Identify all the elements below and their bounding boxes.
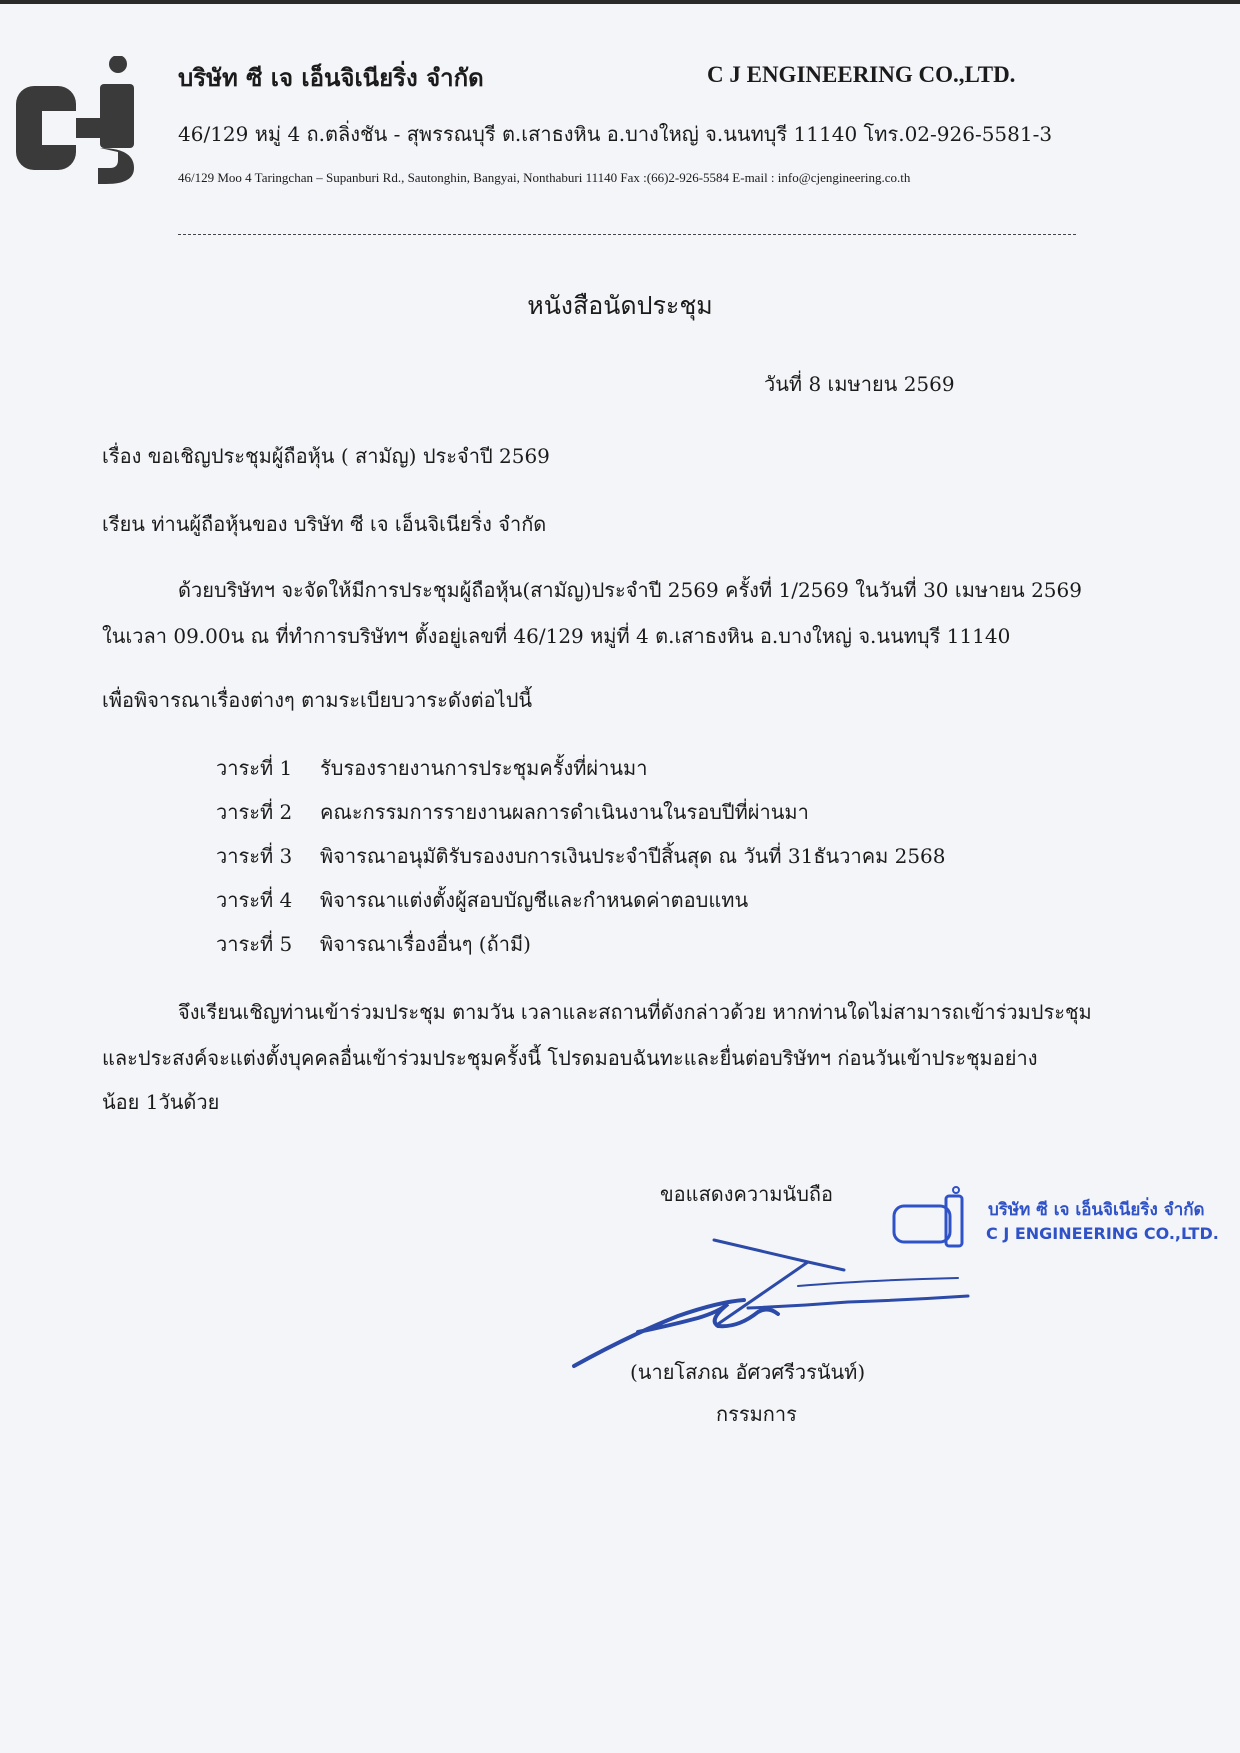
agenda-item (216, 840, 946, 872)
address-th: 46/129 หมู่ 4 ถ.ตลิ่งชัน - สุพรรณบุรี ต.เสาธงหิน อ.บางใหญ่ จ.นนทบุรี 11140 โทร.02-926-5581-3 (178, 122, 1053, 146)
company-name-en: C J ENGINEERING CO.,LTD. (707, 62, 1016, 87)
agenda-number: วาระที่ 3 (216, 844, 293, 868)
paragraph-2-line-3: น้อย 1วันด้วย (102, 1090, 220, 1114)
company-name-th: บริษัท ซี เจ เอ็นจิเนียริ่ง จำกัด (178, 63, 484, 92)
paragraph-2-line-1: จึงเรียนเชิญท่านเข้าร่วมประชุม ตามวัน เวลาและสถานที่ดังกล่าวด้วย หากท่านใดไม่สามารถเข้าร่วมประชุม (178, 1000, 1092, 1024)
agenda-text: พิจารณาแต่งตั้งผู้สอบบัญชีและกำหนดค่าตอบแทน (320, 888, 749, 912)
agenda-number: วาระที่ 1 (216, 756, 293, 780)
document-title: หนังสือนัดประชุม (527, 291, 713, 320)
agenda-text: พิจารณาเรื่องอื่นๆ (ถ้ามี) (320, 932, 531, 956)
closing-text: ขอแสดงความนับถือ (660, 1182, 834, 1206)
agenda-number: วาระที่ 5 (216, 932, 293, 956)
top-border (0, 0, 1240, 4)
signer-position: กรรมการ (716, 1402, 797, 1426)
cj-logo-icon (14, 56, 154, 186)
recipient-line: เรียน ท่านผู้ถือหุ้นของ บริษัท ซี เจ เอ็นจิเนียริ่ง จำกัด (102, 512, 547, 536)
agenda-item (216, 884, 748, 916)
document-date: วันที่ 8 เมษายน 2569 (764, 372, 955, 396)
paragraph-1-line-3: เพื่อพิจารณาเรื่องต่างๆ ตามระเบียบวาระดังต่อไปนี้ (102, 688, 533, 712)
signer-name: (นายโสภณ อัศวศรีวรนันท์) (630, 1360, 866, 1384)
agenda-number: วาระที่ 2 (216, 800, 293, 824)
agenda-text: คณะกรรมการรายงานผลการดำเนินงานในรอบปีที่ผ่านมา (320, 800, 809, 824)
paragraph-2-line-2: และประสงค์จะแต่งตั้งบุคคลอื่นเข้าร่วมประชุมครั้งนี้ โปรดมอบฉันทะและยื่นต่อบริษัทฯ ก่อนวันเข้าประชุมอย่าง (102, 1046, 1038, 1070)
stamp-company-en: C J ENGINEERING CO.,LTD. (986, 1224, 1219, 1243)
header-divider (178, 234, 1076, 235)
agenda-item (216, 752, 647, 784)
agenda-text: พิจารณาอนุมัติรับรองงบการเงินประจำปีสิ้นสุด ณ วันที่ 31ธันวาคม 2568 (320, 844, 946, 868)
agenda-item (216, 928, 531, 960)
stamp-company-th: บริษัท ซี เจ เอ็นจิเนียริ่ง จำกัด (988, 1200, 1205, 1220)
agenda-item (216, 796, 809, 828)
address-en: 46/129 Moo 4 Taringchan – Supanburi Rd., Sautonghin, Bangyai, Nonthaburi 11140 Fax :(66)2-926-5584 E-mail : info@cjengineering.co.th (178, 170, 911, 185)
agenda-number: วาระที่ 4 (216, 888, 293, 912)
paragraph-1-line-2: ในเวลา 09.00น ณ ที่ทำการบริษัทฯ ตั้งอยู่เลขที่ 46/129 หมู่ที่ 4 ต.เสาธงหิน อ.บางใหญ่ จ.นนทบุรี 11140 (102, 624, 1011, 648)
paragraph-1-line-1: ด้วยบริษัทฯ จะจัดให้มีการประชุมผู้ถือหุ้น(สามัญ)ประจำปี 2569 ครั้งที่ 1/2569 ในวันที่ 30 เมษายน 2569 (178, 578, 1082, 602)
subject-line: เรื่อง ขอเชิญประชุมผู้ถือหุ้น ( สามัญ) ประจำปี 2569 (102, 444, 550, 468)
agenda-text: รับรองรายงานการประชุมครั้งที่ผ่านมา (320, 756, 648, 780)
signature-icon (568, 1236, 1008, 1372)
